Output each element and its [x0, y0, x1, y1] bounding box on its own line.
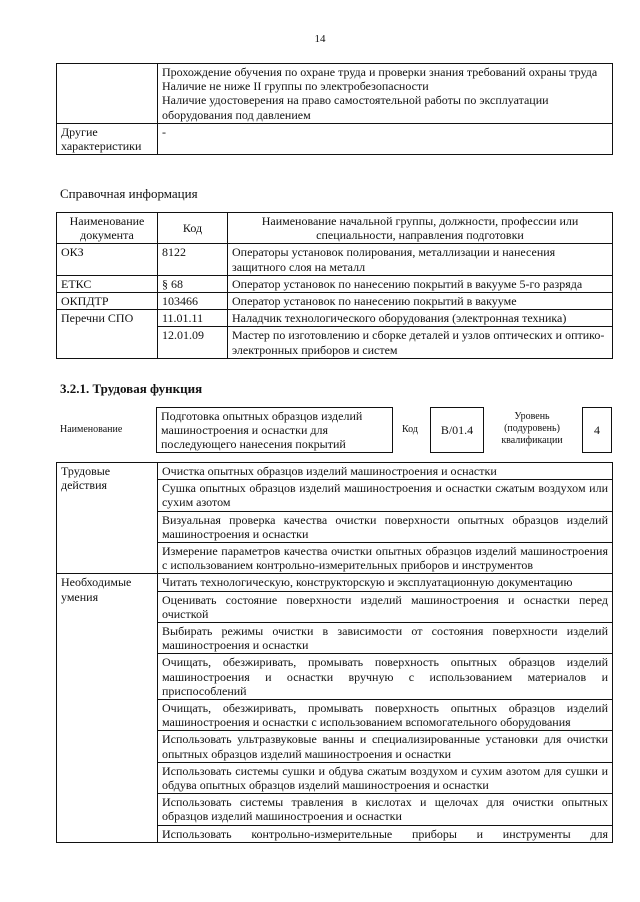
skill: Выбирать режимы очистки в зависимости от состояния поверхности изделий машиностроения и оснастки — [158, 623, 613, 654]
skill: Использовать контрольно-измерительные приборы и инструменты для — [158, 825, 613, 842]
column-header: Код — [158, 213, 228, 244]
function-name-label: Наименование — [60, 424, 123, 435]
table-row — [57, 244, 613, 275]
table-row — [57, 293, 613, 310]
name-cell: Мастер по изготовлению и сборке деталей и узлов оптических и оптико-электронных приборов и систем — [228, 327, 613, 358]
labor-action: Визуальная проверка качества очистки поверхности опытных образцов изделий машиностроения и оснастки — [158, 511, 613, 542]
qualification-level-box: 4 — [582, 407, 612, 453]
code-cell: § 68 — [158, 275, 228, 292]
skill: Читать технологическую, конструкторскую и эксплуатационную документацию — [158, 574, 613, 591]
code-cell: 12.01.09 — [158, 327, 228, 358]
row-label: Другие характеристики — [57, 123, 158, 154]
requirements-cell — [158, 64, 613, 124]
row-label — [57, 64, 158, 124]
skill: Оценивать состояние поверхности изделий машиностроения и оснастки перед очисткой — [158, 591, 613, 622]
requirement-line: Наличие не ниже II группы по электробезопасности — [162, 79, 429, 94]
skill: Использовать системы сушки и обдува сжатым воздухом и сухим азотом для сушки и обдува опытных образцов изделий машиностроения и оснастки — [158, 762, 613, 793]
skills-label: Необходимые умения — [57, 574, 158, 842]
requirements-table — [56, 63, 613, 155]
function-code-label: Код — [402, 424, 418, 435]
skill: Использовать системы травления в кислотах и щелочах для очистки опытных образцов изделий машиностроения и оснастки — [158, 794, 613, 825]
skill: Очищать, обезжиривать, промывать поверхность опытных образцов изделий машиностроения и оснастки с использованием вспомогательного оборудования — [158, 700, 613, 731]
column-header: Наименование начальной группы, должности, профессии или специальности, направления подготовки — [228, 213, 613, 244]
table-row — [57, 275, 613, 292]
requirement-line: - — [158, 123, 613, 154]
table-row — [57, 310, 613, 327]
reference-heading: Справочная информация — [60, 186, 198, 201]
function-code-box: B/01.4 — [430, 407, 484, 453]
doc-cell: ОКЗ — [57, 244, 158, 275]
reference-table — [56, 212, 613, 359]
column-header: Наименование документа — [57, 213, 158, 244]
requirement-line: Прохождение обучения по охране труда и проверки знания требований охраны труда — [162, 65, 598, 79]
code-cell: 11.01.11 — [158, 310, 228, 327]
name-cell: Операторы установок полирования, металлизации и нанесения защитного слоя на металл — [228, 244, 613, 275]
function-heading: 3.2.1. Трудовая функция — [60, 381, 203, 396]
doc-cell: ОКПДТР — [57, 293, 158, 310]
name-cell: Оператор установок по нанесению покрытий в вакууме — [228, 293, 613, 310]
code-cell: 8122 — [158, 244, 228, 275]
table-row — [57, 574, 613, 591]
labor-action: Сушка опытных образцов изделий машиностроения и оснастки сжатым воздухом или сухим азотом — [158, 480, 613, 511]
doc-cell: Перечни СПО — [57, 310, 158, 359]
page-number: 14 — [314, 33, 326, 45]
table-row — [57, 463, 613, 480]
table-header-row — [57, 213, 613, 244]
doc-cell: ЕТКС — [57, 275, 158, 292]
skill: Использовать ультразвуковые ванны и специализированные установки для очистки опытных образцов изделий машиностроения и оснастки — [158, 731, 613, 762]
skill: Очищать, обезжиривать, промывать поверхность опытных образцов изделий машиностроения и оснастки вручную с использованием материалов и приспособлений — [158, 654, 613, 700]
activities-table — [56, 462, 613, 843]
function-header — [56, 407, 612, 455]
name-cell: Оператор установок по нанесению покрытий в вакууме 5-го разряда — [228, 275, 613, 292]
code-cell: 103466 — [158, 293, 228, 310]
labor-action: Очистка опытных образцов изделий машиностроения и оснастки — [158, 463, 613, 480]
requirement-line: Наличие удостоверения на право самостоятельной работы по эксплуатации оборудования под давлением — [162, 93, 549, 122]
table-row — [57, 123, 613, 154]
name-cell: Наладчик технологического оборудования (электронная техника) — [228, 310, 613, 327]
labor-action: Измерение параметров качества очистки опытных образцов изделий машиностроения с использованием контрольно-измерительных приборов и инструментов — [158, 543, 613, 574]
table-row — [57, 64, 613, 124]
labor-actions-label: Трудовые действия — [57, 463, 158, 574]
function-name-box: Подготовка опытных образцов изделий машиностроения и оснастки для последующего нанесения покрытий — [156, 407, 393, 453]
qualification-level-label: Уровень (подуровень) квалификации — [501, 411, 563, 446]
